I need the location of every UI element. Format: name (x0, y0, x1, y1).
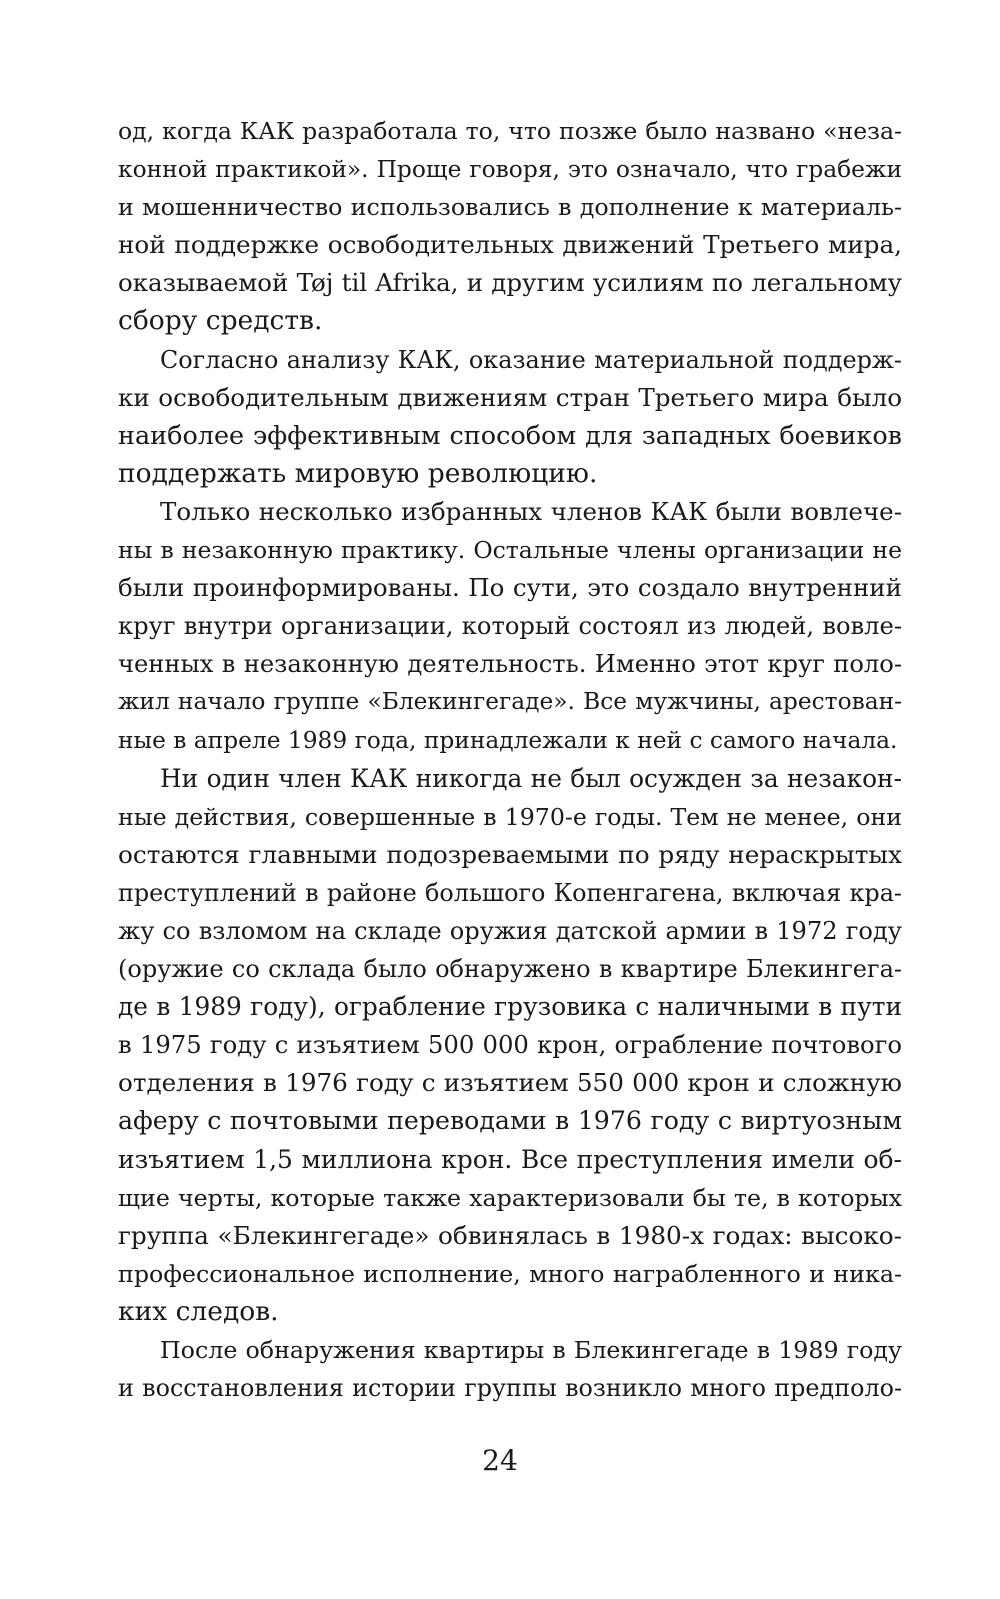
text-line: круг внутри организации, который состоял из людей, вовле- (118, 612, 902, 641)
text-line: конной практикой». Проще говоря, это означало, что грабежи (118, 155, 902, 184)
paragraph (118, 760, 902, 1331)
text-line: были проинформированы. По сути, это создало внутренний (118, 573, 902, 603)
text-line: изъятием 1,5 миллиона крон. Все преступления имели об- (118, 1144, 902, 1174)
text-line: оказываемой Tøj til Afrika, и другим усилиям по легальному (118, 268, 902, 298)
text-line: ких следов. (118, 1295, 279, 1327)
text-line: поддержать мировую революцию. (118, 457, 598, 489)
text-line: остаются главными подозреваемыми по ряду нераскрытых (118, 839, 902, 869)
paragraph (118, 112, 902, 341)
text-line: отделения в 1976 году с изъятием 550 000 крон и сложную (118, 1068, 902, 1098)
text-line: ной поддержке освободительных движений Третьего мира, (118, 230, 902, 260)
text-line: сбору средств. (118, 305, 323, 337)
text-line: Согласно анализу КАК, оказание материальной поддерж- (160, 345, 902, 374)
page-number: 24 (482, 1444, 518, 1477)
paragraph (118, 493, 902, 760)
text-line: в 1975 году с изъятием 500 000 крон, ограбление почтового (118, 1030, 902, 1060)
text-line: жил начало группе «Блекингегаде». Все мужчины, арестован- (118, 688, 902, 716)
text-line: од, когда КАК разработала то, что позже было названо «неза- (118, 117, 902, 145)
text-line: профессиональное исполнение, много награбленного и ника- (118, 1259, 902, 1288)
text-line: Ни один член КАК никогда не был осужден за незакон- (160, 763, 902, 793)
text-line: аферу с почтовыми переводами в 1976 году с виртуозным (118, 1106, 902, 1136)
text-line: преступлений в районе большого Копенгагена, включая кра- (118, 878, 902, 907)
text-line: группа «Блекингегаде» обвинялась в 1980-х годах: высоко- (118, 1220, 902, 1250)
text-line: После обнаружения квартиры в Блекингегаде в 1989 году (160, 1336, 902, 1364)
body-text (118, 112, 902, 1407)
text-line: наиболее эффективным способом для западных боевиков (118, 420, 902, 451)
text-line: (оружие со склада было обнаружено в квартире Блекингега- (118, 955, 902, 984)
text-line: ные в апреле 1989 года, принадлежали к ней с самого начала. (118, 726, 898, 754)
paragraph (118, 341, 902, 493)
text-line: ные действия, совершенные в 1970-е годы. Тем не менее, они (118, 802, 902, 831)
text-line: жу со взломом на складе оружия датской армии в 1972 году (118, 916, 902, 945)
text-line: Только несколько избранных членов КАК были вовлече- (160, 496, 902, 526)
text-line: ченных в незаконную деятельность. Именно этот круг поло- (118, 650, 902, 679)
text-line: ны в незаконную практику. Остальные члены организации не (118, 536, 902, 565)
text-line: де в 1989 году), ограбление грузовика с наличными в пути (118, 992, 902, 1022)
paragraph (118, 1331, 902, 1407)
text-line: и восстановления истории группы возникло много предполо- (118, 1374, 902, 1403)
text-line: щие черты, которые также характеризовали бы те, в которых (118, 1183, 902, 1212)
text-line: ки освободительным движениям стран Третьего мира было (118, 382, 902, 412)
text-line: и мошенничество использовались в дополнение к материаль- (118, 193, 902, 222)
